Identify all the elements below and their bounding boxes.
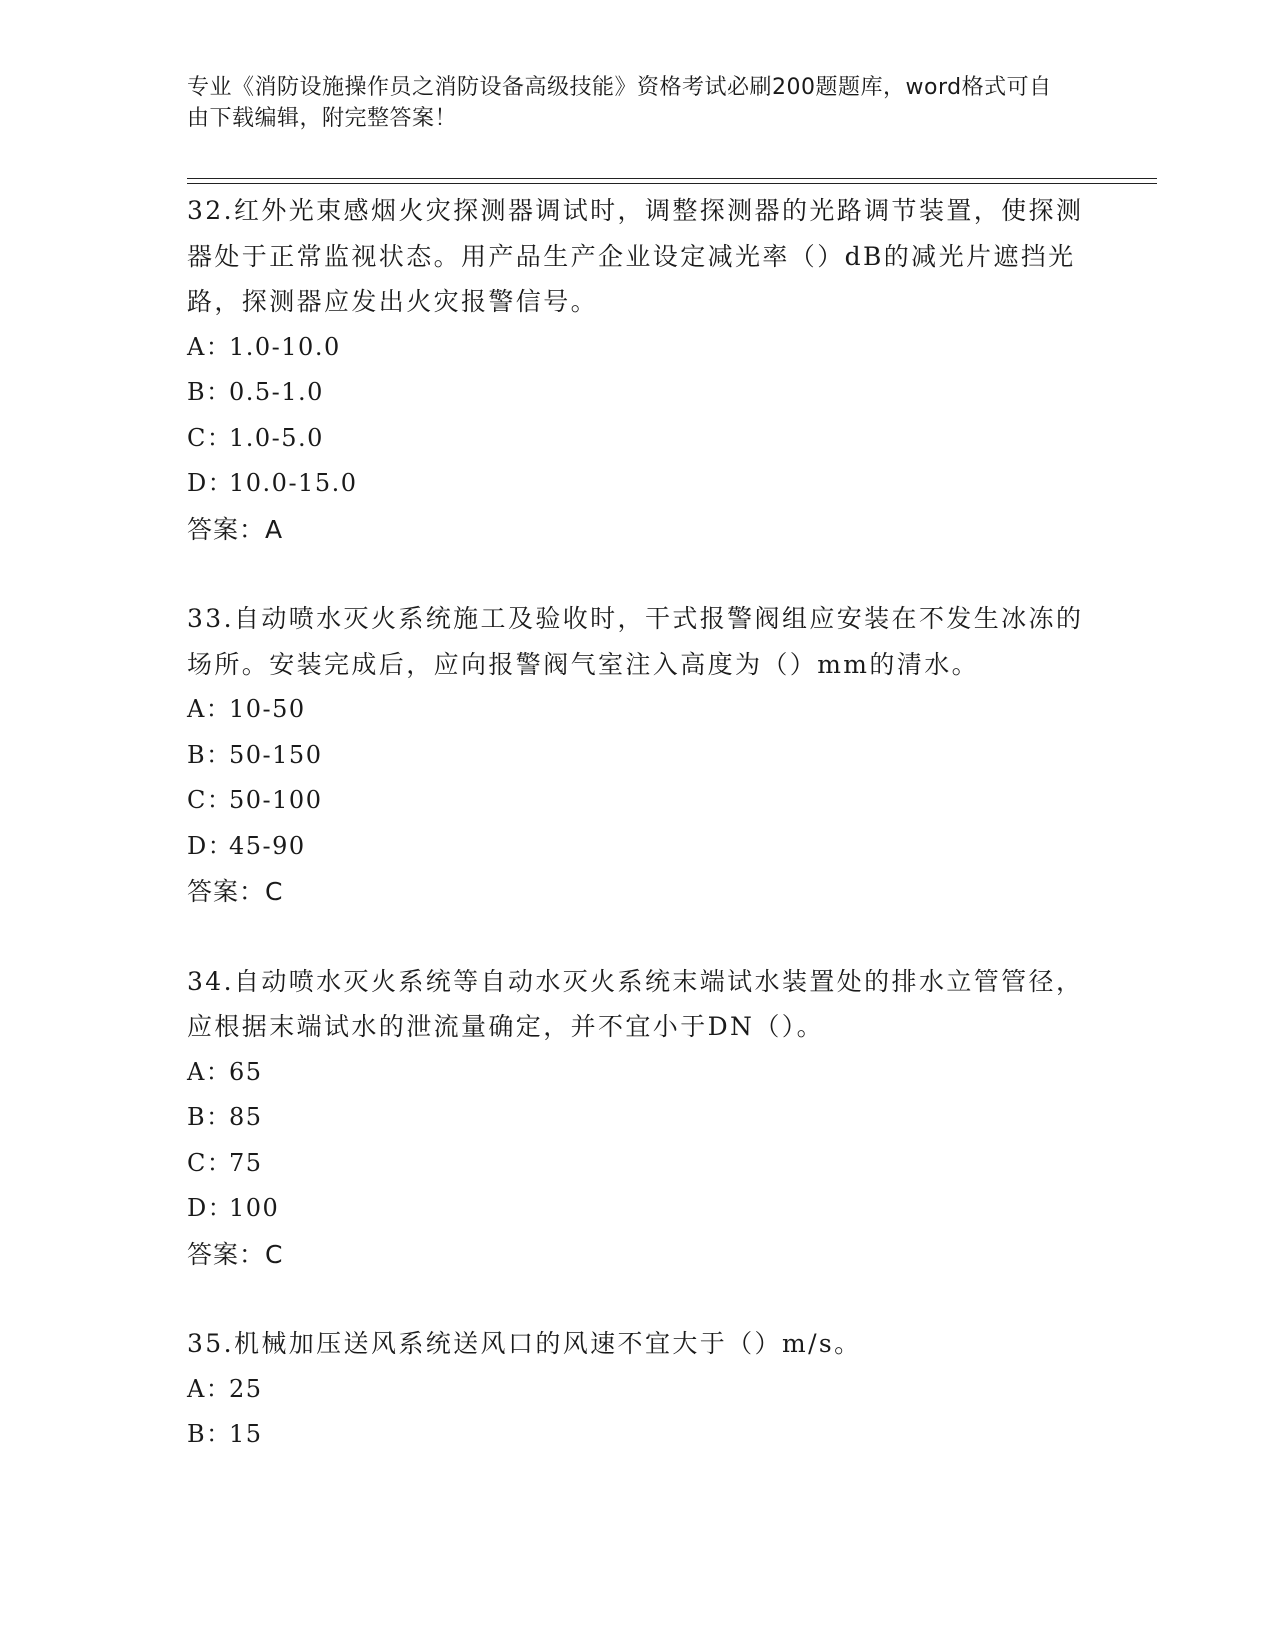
question-35: [187, 1321, 1087, 1458]
option-d: [187, 461, 1087, 507]
question-34: [187, 959, 1087, 1278]
question-list: [187, 188, 1087, 1502]
option-key: C：: [187, 1148, 233, 1177]
option-a: [187, 1367, 1087, 1413]
question-stem: 35.机械加压送风系统送风口的风速不宜大于（）m/s。: [187, 1329, 862, 1358]
option-c: [187, 778, 1087, 824]
option-key: C：: [187, 423, 233, 452]
header-divider-bottom: [187, 183, 1157, 184]
option-text: 45-90: [229, 831, 306, 860]
option-key: A：: [187, 695, 232, 723]
option-text: 1.0-5.0: [229, 423, 324, 452]
option-c: [187, 416, 1087, 462]
option-key: D：: [187, 469, 234, 497]
option-key: A：: [187, 1374, 232, 1403]
document-header: 专业《消防设施操作员之消防设备高级技能》资格考试必刷200题题库，word格式可自由下载编辑，附完整答案！: [187, 75, 1052, 131]
option-text: 15: [229, 1420, 263, 1448]
question-stem: 33.自动喷水灭火系统施工及验收时，干式报警阀组应安装在不发生冰冻的场所。安装完成后，应向报警阀气室注入高度为（）mm的清水。: [187, 604, 1084, 679]
option-key: D：: [187, 831, 234, 860]
option-key: B：: [187, 740, 232, 769]
option-key: B：: [187, 378, 232, 406]
option-b: [187, 1095, 1087, 1141]
option-text: 10.0-15.0: [229, 469, 358, 497]
option-text: 25: [229, 1374, 263, 1403]
answer-line: 答案：A: [187, 514, 284, 544]
answer-line: 答案：C: [187, 1239, 284, 1269]
option-key: A：: [187, 1057, 232, 1086]
option-key: B：: [187, 1420, 232, 1448]
option-d: [187, 1186, 1087, 1232]
option-d: [187, 824, 1087, 870]
option-text: 100: [229, 1194, 280, 1222]
question-32: [187, 188, 1087, 552]
option-a: [187, 1050, 1087, 1096]
option-key: D：: [187, 1194, 234, 1222]
option-key: B：: [187, 1103, 232, 1131]
option-a: [187, 325, 1087, 371]
question-stem: 34.自动喷水灭火系统等自动水灭火系统末端试水装置处的排水立管管径，应根据末端试水的泄流量确定，并不宜小于DN（）。: [187, 966, 1084, 1041]
option-key: C：: [187, 786, 233, 814]
option-text: 65: [229, 1057, 263, 1086]
option-b: [187, 1412, 1087, 1458]
option-text: 85: [229, 1103, 263, 1131]
answer-line: 答案：C: [187, 877, 284, 906]
option-text: 50-150: [229, 740, 323, 769]
option-text: 50-100: [229, 786, 323, 814]
option-b: [187, 733, 1087, 779]
option-b: [187, 370, 1087, 416]
header-divider-top: [187, 178, 1157, 179]
option-a: [187, 687, 1087, 733]
option-text: 0.5-1.0: [229, 378, 324, 406]
option-c: [187, 1141, 1087, 1187]
option-text: 1.0-10.0: [229, 332, 341, 361]
question-33: [187, 596, 1087, 915]
option-text: 10-50: [229, 695, 306, 723]
option-key: A：: [187, 332, 232, 361]
question-stem: 32.红外光束感烟火灾探测器调试时，调整探测器的光路调节装置，使探测器处于正常监视状态。用产品生产企业设定减光率（）dB的减光片遮挡光路，探测器应发出火灾报警信号。: [187, 196, 1084, 316]
option-text: 75: [229, 1148, 263, 1177]
